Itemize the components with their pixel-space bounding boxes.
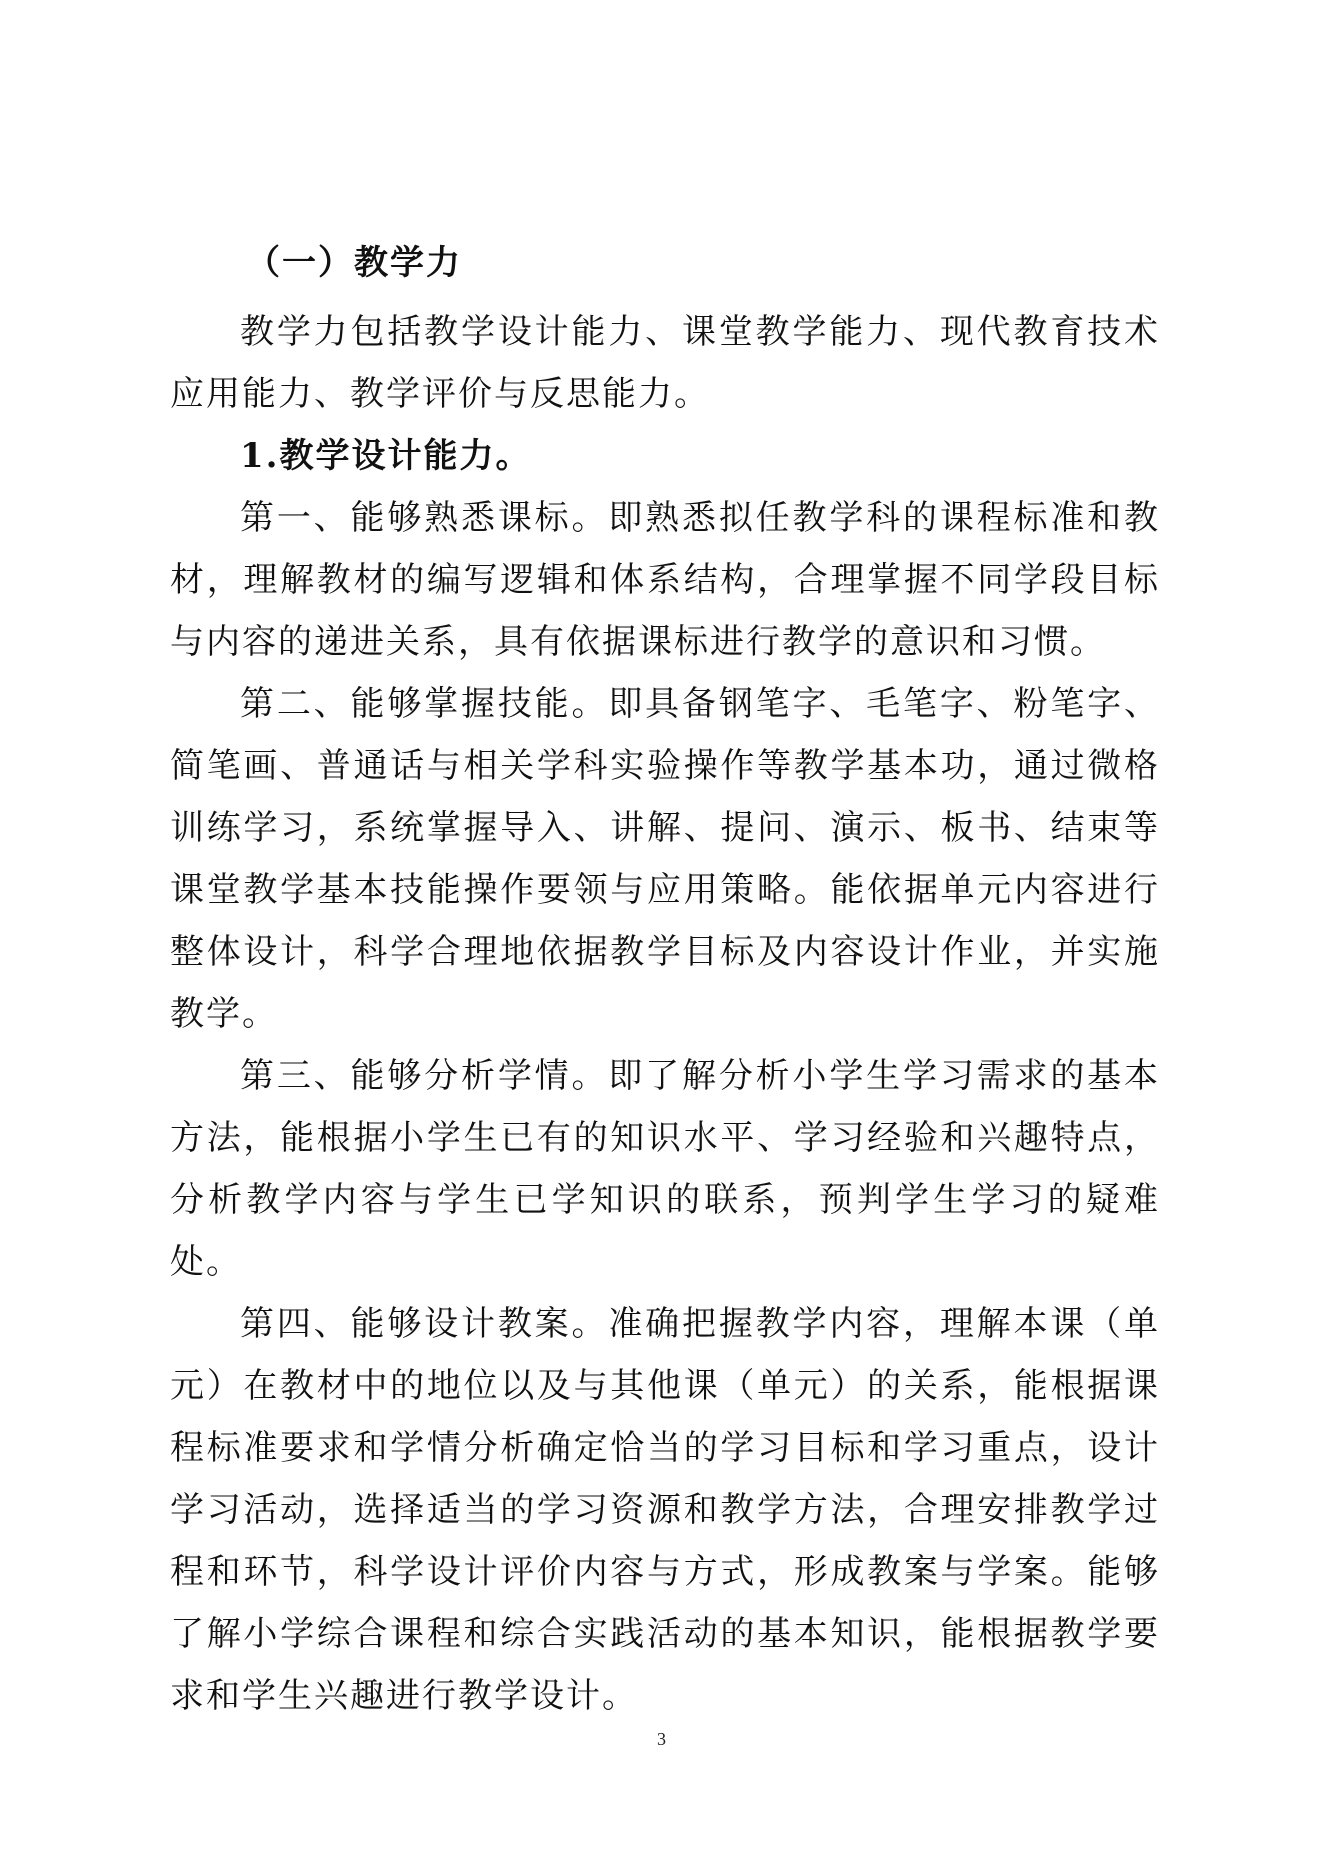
intro-paragraph: 教学力包括教学设计能力、课堂教学能力、现代教育技术应用能力、教学评价与反思能力。 [170, 312, 1160, 414]
paragraph-second: 第二、能够掌握技能。即具备钢笔字、毛笔字、粉笔字、简笔画、普通话与相关学科实验操作等教学基本功，通过微格训练学习，系统掌握导入、讲解、提问、演示、板书、结束等课堂教学基本技能操作要领与应用策略。能依据单元内容进行整体设计，科学合理地依据教学目标及内容设计作业，并实施教学。 [170, 684, 1160, 1034]
paragraph-fourth: 第四、能够设计教案。准确把握教学内容，理解本课（单元）在教材中的地位以及与其他课（单元）的关系，能根据课程标准要求和学情分析确定恰当的学习目标和学习重点，设计学习活动，选择适当的学习资源和教学方法，合理安排教学过程和环节，科学设计评价内容与方式，形成教案与学案。能够了解小学综合课程和综合实践活动的基本知识，能根据教学要求和学生兴趣进行教学设计。 [170, 1304, 1160, 1716]
subsection-heading: 1.教学设计能力。 [240, 436, 532, 476]
page-content [170, 238, 1160, 1727]
paragraph-third: 第三、能够分析学情。即了解分析小学生学习需求的基本方法，能根据小学生已有的知识水平、学习经验和兴趣特点，分析教学内容与学生已学知识的联系，预判学生学习的疑难处。 [170, 1056, 1160, 1282]
page-number: 3 [657, 1729, 666, 1749]
paragraph-first: 第一、能够熟悉课标。即熟悉拟任教学科的课程标准和教材，理解教材的编写逻辑和体系结构，合理掌握不同学段目标与内容的递进关系，具有依据课标进行教学的意识和习惯。 [170, 498, 1160, 662]
section-heading: （一）教学力 [246, 243, 462, 283]
